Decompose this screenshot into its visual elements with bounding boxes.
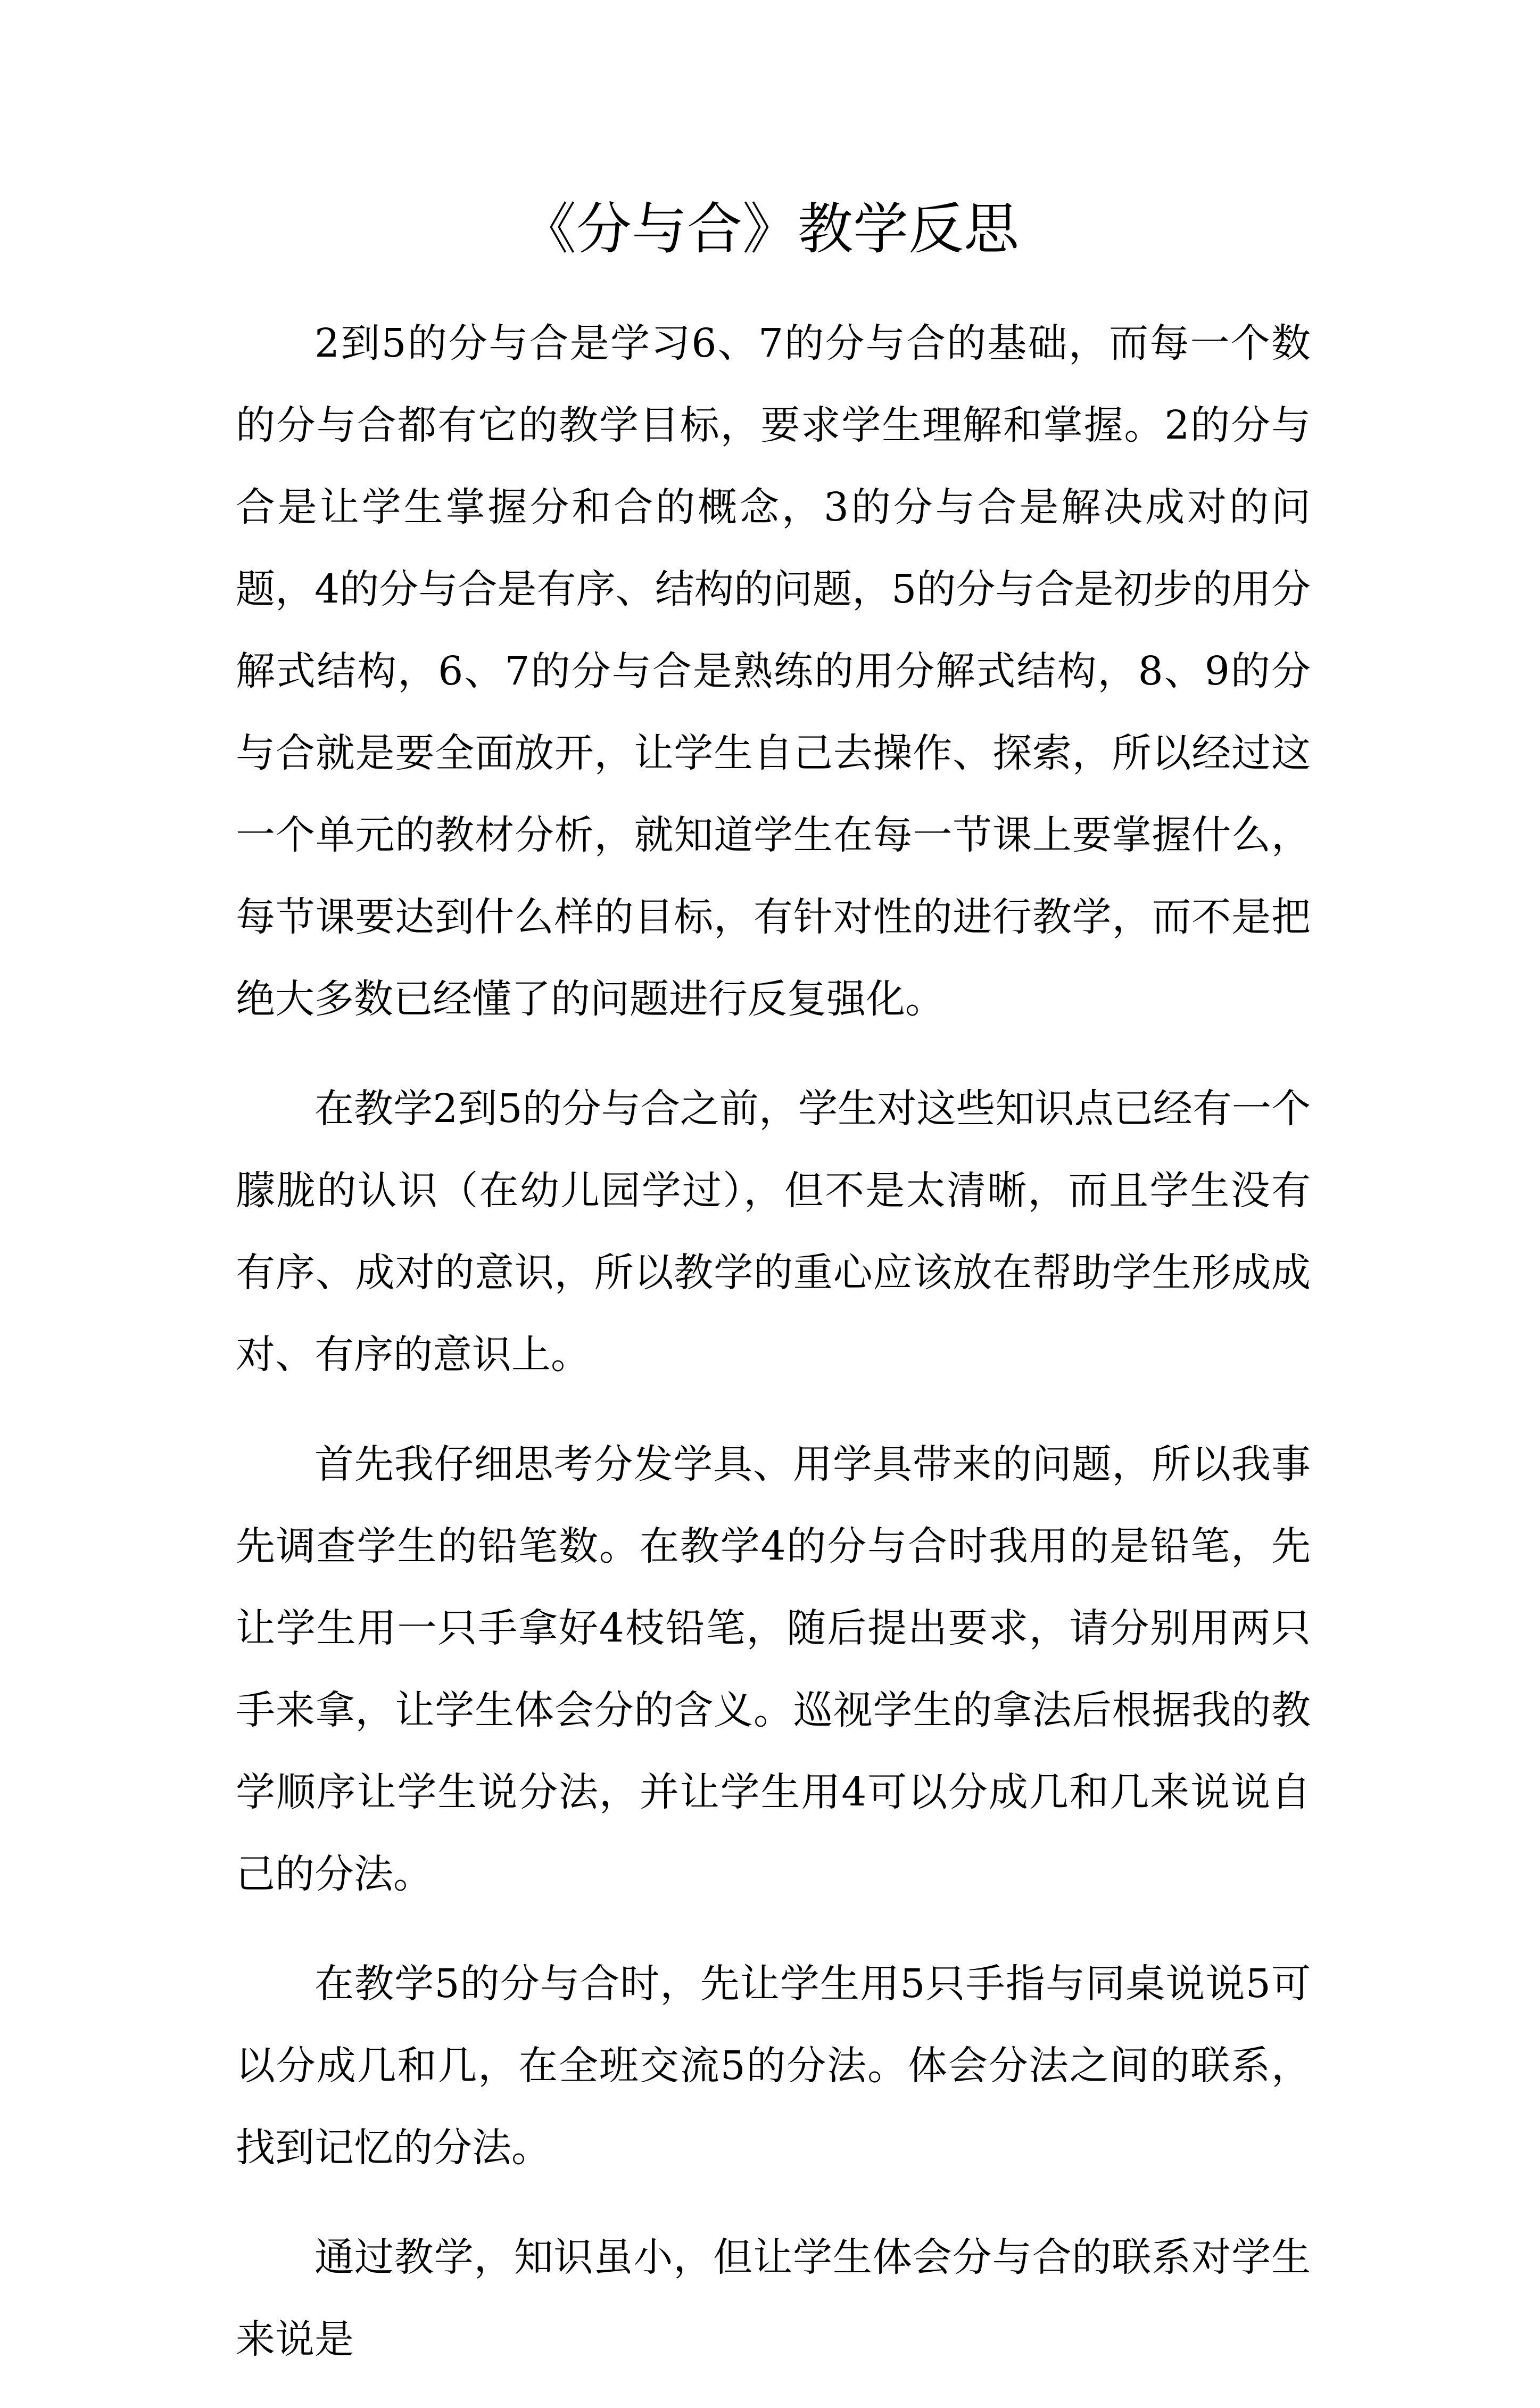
paragraph-5: 通过教学，知识虽小，但让学生体会分与合的联系对学生来说是 — [236, 2234, 1311, 2362]
paragraph-3: 首先我仔细思考分发学具、用学具带来的问题，所以我事先调查学生的铅笔数。在教学4的分与合时我用的是铅笔，先让学生用一只手拿好4枝铅笔，随后提出要求，请分别用两只手来拿，让学生体会分的含义。巡视学生的拿法后根据我的教学顺序让学生说分法，并让学生用4可以分成几和几来说说自己的分法。 — [236, 1441, 1311, 1897]
paragraph-2: 在教学2到5的分与合之前，学生对这些知识点已经有一个朦胧的认识（在幼儿园学过），但不是太清晰，而且学生没有有序、成对的意识，所以教学的重心应该放在帮助学生形成成对、有序的意识上。 — [236, 1086, 1311, 1378]
paragraph-4: 在教学5的分与合时，先让学生用5只手指与同桌说说5可以分成几和几，在全班交流5的分法。体会分法之间的联系，找到记忆的分法。 — [236, 1961, 1311, 2171]
document-body — [236, 302, 1311, 2408]
document-title: 《分与合》教学反思 — [520, 196, 1019, 261]
paragraph-1: 2到5的分与合是学习6、7的分与合的基础，而每一个数的分与合都有它的教学目标，要求学生理解和掌握。2的分与合是让学生掌握分和合的概念，3的分与合是解决成对的问题，4的分与合是有序、结构的问题，5的分与合是初步的用分解式结构，6、7的分与合是熟练的用分解式结构，8、9的分与合就是要全面放开，让学生自己去操作、探索，所以经过这一个单元的教材分析，就知道学生在每一节课上要掌握什么，每节课要达到什么样的目标，有针对性的进行教学，而不是把绝大多数已经懂了的问题进行反复强化。 — [236, 320, 1311, 1022]
